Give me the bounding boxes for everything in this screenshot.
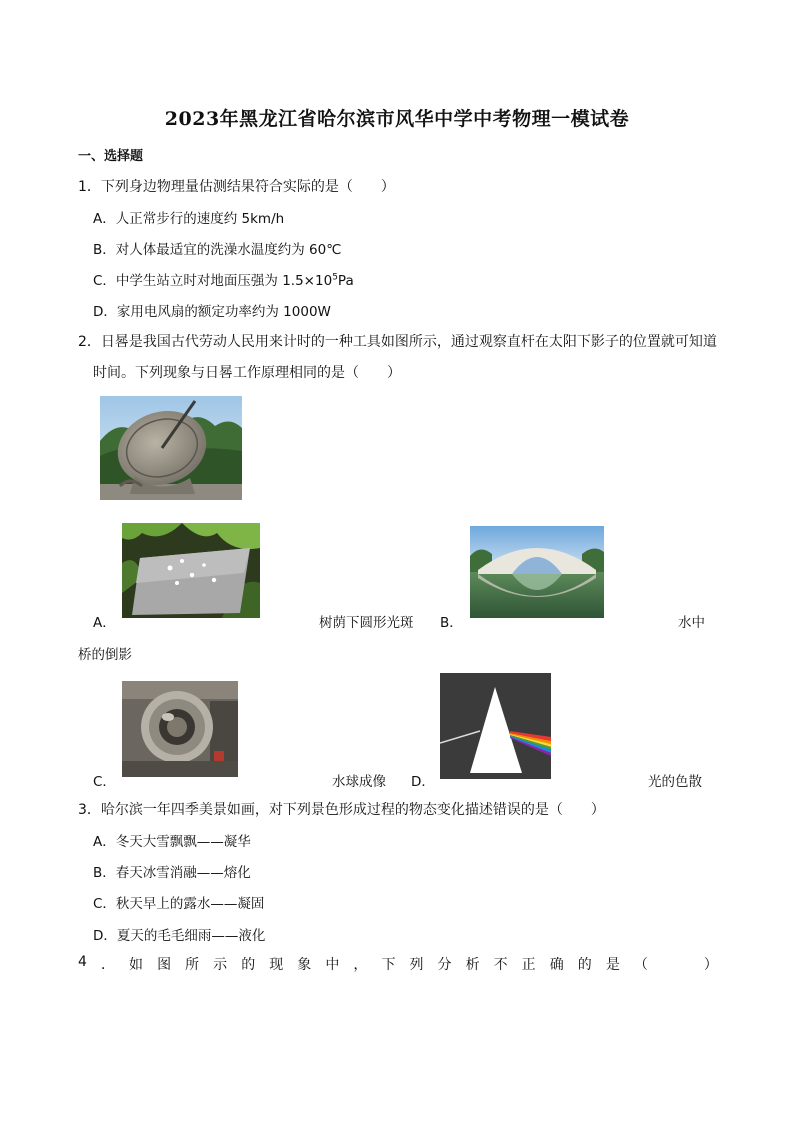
sundial-photo xyxy=(100,396,242,500)
question-3-option-a: A．冬天大雪飘飘——凝华 xyxy=(93,834,251,850)
question-3-option-d: D．夏天的毛毛细雨——液化 xyxy=(93,928,266,944)
question-1-option-d: D．家用电风扇的额定功率约为 1000W xyxy=(93,304,331,320)
q4-char: 的 xyxy=(241,957,256,973)
question-3-option-b: B．春天冰雪消融——熔化 xyxy=(93,865,251,881)
option-a-photo-light-spots xyxy=(122,523,260,618)
option-b-letter: B． xyxy=(440,615,463,631)
question-2-stem-line2: 时间。下列现象与日晷工作原理相同的是（ ） xyxy=(93,365,401,381)
option-a-caption: 树荫下圆形光斑 xyxy=(319,615,414,631)
q4-char: 图 xyxy=(157,957,172,973)
option-b-caption-part2: 桥的倒影 xyxy=(78,647,132,663)
option-c-photo-water-ball xyxy=(122,681,238,777)
option-d-caption: 光的色散 xyxy=(648,774,702,790)
question-3-stem: 3．哈尔滨一年四季美景如画，对下列景色形成过程的物态变化描述错误的是（ ） xyxy=(78,802,605,818)
q4-char: 4 xyxy=(78,954,87,970)
q4-char: 下 xyxy=(381,957,396,973)
option-c-text: C．中学生站立时对地面压强为 1.5×10 xyxy=(93,273,333,289)
q4-char: 确 xyxy=(549,957,564,973)
question-1-option-b: B．对人体最适宜的洗澡水温度约为 60℃ xyxy=(93,242,342,258)
option-c-exponent: 5 xyxy=(332,272,338,283)
q4-char: 中 xyxy=(325,957,340,973)
option-b-photo-bridge-reflection xyxy=(470,526,604,618)
q4-char: 如 xyxy=(129,957,144,973)
q4-char: ， xyxy=(353,957,368,973)
q4-char: ） xyxy=(703,957,718,973)
q4-char: 示 xyxy=(213,957,228,973)
q4-char: 正 xyxy=(521,957,536,973)
q4-char: 的 xyxy=(577,957,592,973)
q4-char: 是 xyxy=(605,957,620,973)
q4-char: 所 xyxy=(185,957,200,973)
exam-title: 2023年黑龙江省哈尔滨市风华中学中考物理一模试卷 xyxy=(164,108,630,130)
section-heading: 一、选择题 xyxy=(78,149,144,164)
q4-char: 现 xyxy=(269,957,284,973)
option-c-caption: 水球成像 xyxy=(332,774,386,790)
question-2-stem-line1: 2．日晷是我国古代劳动人民用来计时的一种工具如图所示，通过观察直杆在太阳下影子的位置就可知道 xyxy=(78,334,717,350)
q4-char: 象 xyxy=(297,957,312,973)
question-3-option-c: C．秋天早上的露水——凝固 xyxy=(93,896,265,912)
q4-char: （ xyxy=(633,957,690,973)
q4-char: ． xyxy=(100,957,115,973)
option-d-photo-prism-dispersion xyxy=(440,673,551,779)
question-1-option-c xyxy=(93,269,354,289)
option-a-letter: A． xyxy=(93,615,116,631)
q4-char: 分 xyxy=(437,957,452,973)
option-c-letter: C． xyxy=(93,774,116,790)
q4-char: 不 xyxy=(493,957,508,973)
question-1-stem: 1．下列身边物理量估测结果符合实际的是（ ） xyxy=(78,179,395,195)
question-4-stem xyxy=(78,954,718,974)
option-d-letter: D． xyxy=(411,774,435,790)
q4-char: 列 xyxy=(409,957,424,973)
question-1-option-a: A．人正常步行的速度约 5km/h xyxy=(93,211,285,227)
option-b-caption-part1: 水中 xyxy=(678,615,705,631)
option-c-unit: Pa xyxy=(337,273,354,289)
q4-char: 析 xyxy=(465,957,480,973)
